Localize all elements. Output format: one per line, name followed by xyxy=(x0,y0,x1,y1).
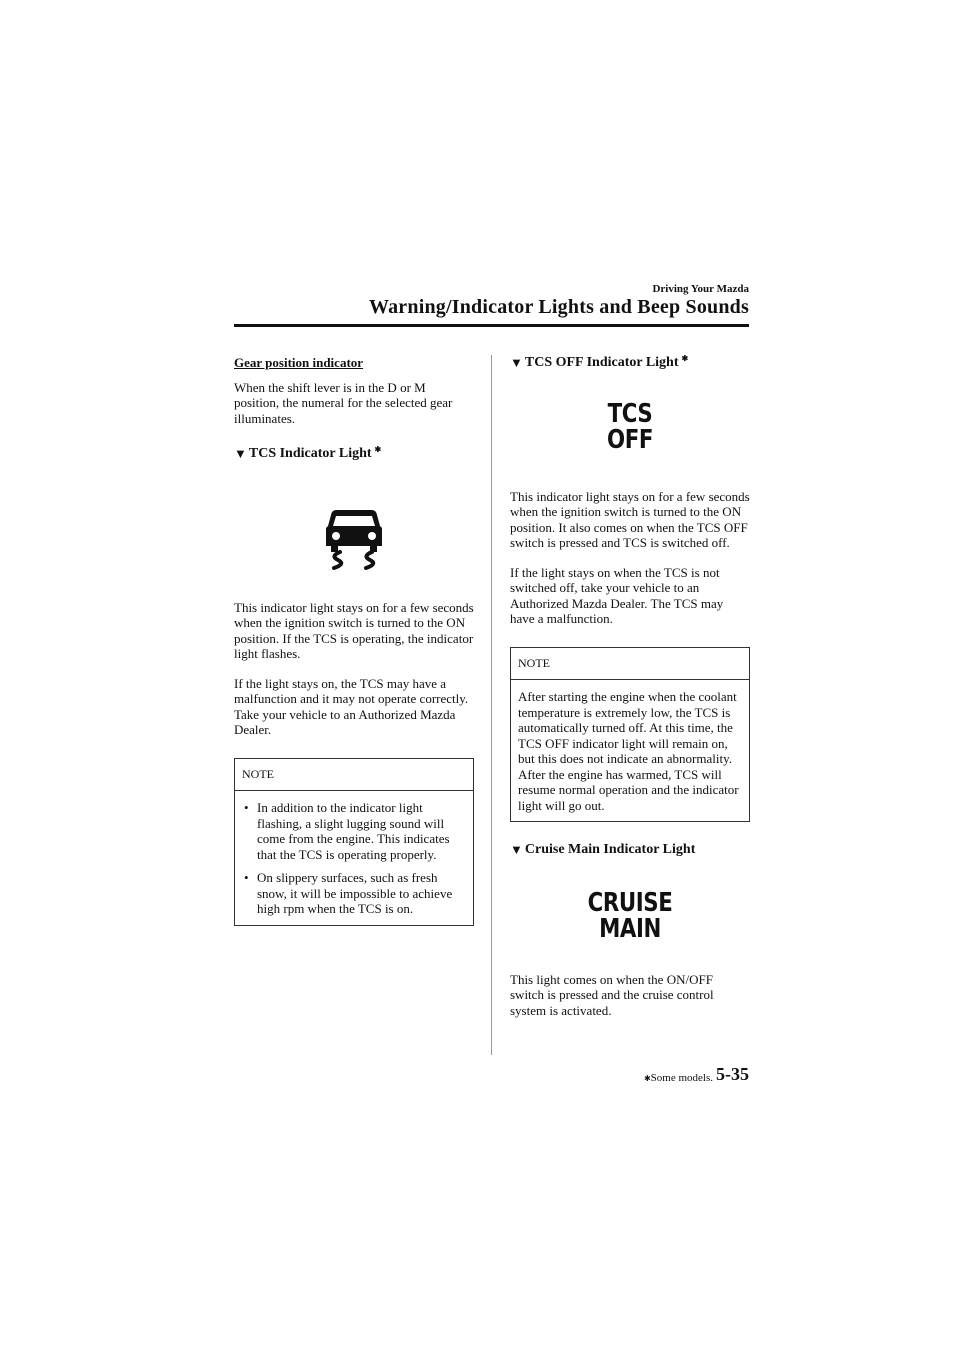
asterisk-icon: ✱ xyxy=(374,445,382,454)
triangle-bullet-icon: ▼ xyxy=(510,842,523,857)
tcs-heading-text: TCS Indicator Light xyxy=(248,446,372,461)
page-title: Warning/Indicator Lights and Beep Sounds xyxy=(369,296,749,318)
asterisk-icon: ✱ xyxy=(681,354,689,363)
column-divider xyxy=(491,355,492,1055)
cruise-main-heading xyxy=(510,842,750,858)
tcs-skid-car-icon xyxy=(324,506,384,570)
cruise-icon-line2: MAIN xyxy=(599,913,661,944)
tcs-heading xyxy=(234,446,474,462)
section-label: Driving Your Mazda xyxy=(652,283,749,295)
header-rule xyxy=(234,324,749,327)
gear-position-text: When the shift lever is in the D or M position, the numeral for the selected gear illuminates. xyxy=(234,379,453,426)
tcs-off-text-1: This indicator light stays on for a few seconds when the ignition switch is turned to the ON position. It also comes on when the TCS OFF switch is pressed and TCS is switched off. xyxy=(510,488,750,550)
tcs-off-icon xyxy=(532,398,729,455)
page-number: 5-35 xyxy=(716,1064,749,1084)
bullet-icon: • xyxy=(244,870,249,885)
tcs-off-text-2: If the light stays on when the TCS is not switched off, take your vehicle to an Authorized Mazda Dealer. The TCS may have a malfunction. xyxy=(510,564,724,626)
list-item xyxy=(242,800,466,862)
some-models-note xyxy=(644,1072,713,1084)
note-item-text: On slippery surfaces, such as fresh snow, it will be impossible to achieve high rpm when the TCS is on. xyxy=(257,870,453,916)
asterisk-icon: ✱ xyxy=(643,1074,651,1083)
some-models-text: Some models. xyxy=(650,1072,713,1084)
tcs-text-1: This indicator light stays on for a few seconds when the ignition switch is turned to the ON position. If the TCS is operating, the indicator light flashes. xyxy=(234,599,474,661)
tcs-off-note-box xyxy=(510,647,750,823)
note-item-text: In addition to the indicator light flashing, a slight lugging sound will come from the engine. This indicates that the TCS is operating properly. xyxy=(257,800,450,862)
note-label: NOTE xyxy=(235,759,473,792)
cruise-main-heading-text: Cruise Main Indicator Light xyxy=(524,842,696,857)
tcs-off-heading-text: TCS OFF Indicator Light xyxy=(524,355,679,370)
tcs-note-box xyxy=(234,758,474,926)
triangle-bullet-icon: ▼ xyxy=(234,446,247,461)
triangle-bullet-icon: ▼ xyxy=(510,355,523,370)
cruise-main-icon xyxy=(532,887,729,944)
cruise-main-text: This light comes on when the ON/OFF switch is pressed and the cruise control system is activated. xyxy=(510,971,714,1018)
bullet-icon: • xyxy=(244,800,249,815)
tcs-off-icon-line2: OFF xyxy=(606,424,654,455)
list-item xyxy=(242,870,466,917)
note-label: NOTE xyxy=(511,648,749,681)
note-text: After starting the engine when the coolant temperature is extremely low, the TCS is automatically turned off. At this time, the TCS OFF indicator light will remain on, but this does not indicate an abnormality. After the engine has warmed, TCS will resume normal operation and the indicator light will go out. xyxy=(518,689,739,813)
left-column xyxy=(234,355,474,940)
cruise-icon-line1: CRUISE xyxy=(587,887,673,918)
tcs-off-heading xyxy=(510,355,750,371)
tcs-text-2: If the light stays on, the TCS may have a malfunction and it may not operate correctly. Take your vehicle to an Authorized Mazda Dealer. xyxy=(234,675,469,737)
right-column xyxy=(510,355,750,1032)
gear-position-title: Gear position indicator xyxy=(234,355,364,370)
tcs-off-icon-line1: TCS xyxy=(607,398,653,429)
